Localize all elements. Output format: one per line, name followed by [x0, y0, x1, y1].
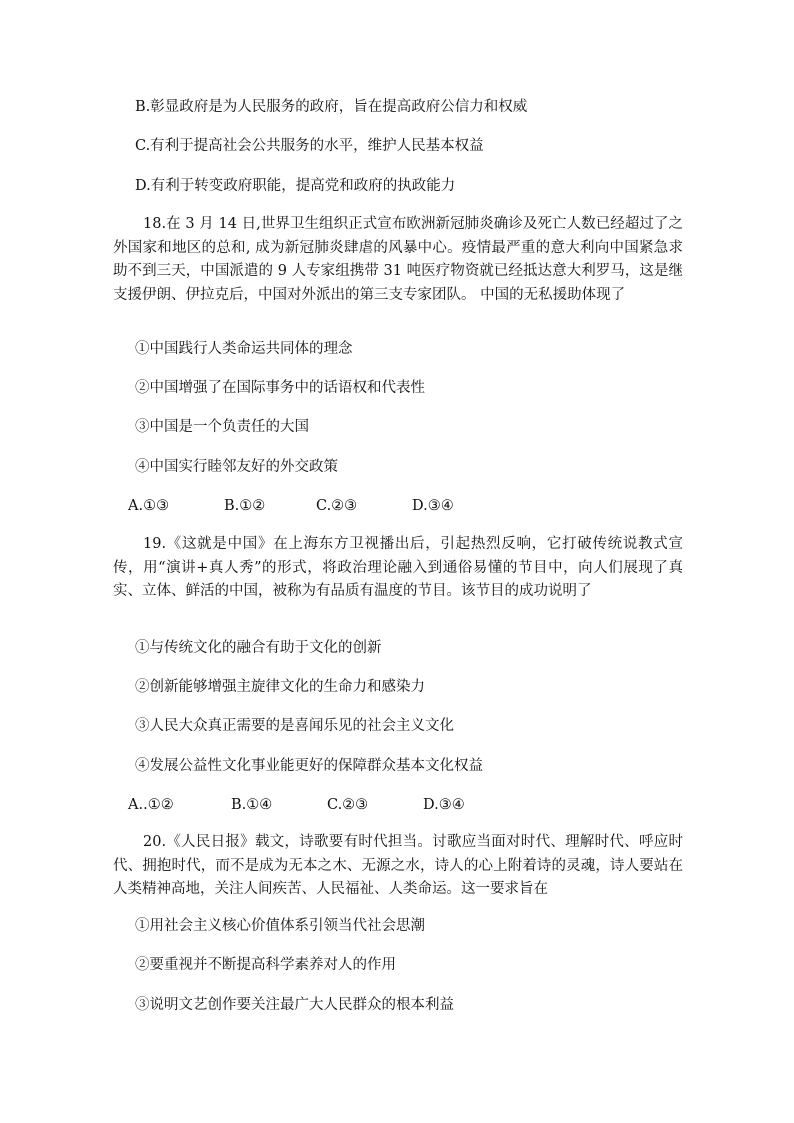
q18-choice-b: B.①② [224, 498, 266, 514]
q18-stem: 18.在 3 月 14 日,世界卫生组织正式宣布欧洲新冠肺炎确诊及死亡人数已经超过了之外国家和地区的总和, 成为新冠肺炎肆虐的风暴中心。疫情最严重的意大利向中国紧急求助不到三天，中国派遣的 9 人专家组携带 31 吨医疗物资就已经抵达意大利罗马，这是继支援伊朗、伊拉克后，中国对外派出的第三支专家团队。 中国的无私援助体现了 [113, 216, 683, 303]
q18-item-4: ④中国实行睦邻友好的外交政策 [135, 459, 338, 475]
q17-option-b: B.彰显政府是为人民服务的政府，旨在提高政府公信力和权威 [135, 99, 528, 115]
q18-item-1: ①中国践行人类命运共同体的理念 [135, 341, 353, 357]
q20-item-3: ③说明文艺创作要关注最广大人民群众的根本利益 [135, 997, 454, 1013]
q18-choices [128, 496, 454, 516]
q18-item-3: ③中国是一个负责任的大国 [135, 419, 309, 435]
q20-item-1: ①用社会主义核心价值体系引领当代社会思潮 [135, 918, 425, 934]
q19-choices [128, 795, 465, 815]
q18-choice-d: D.③④ [412, 498, 454, 514]
q19-item-1: ①与传统文化的融合有助于文化的创新 [135, 640, 382, 656]
q17-option-c: C.有利于提高社会公共服务的水平，维护人民基本权益 [135, 138, 484, 154]
q19-item-4: ④发展公益性文化事业能更好的保障群众基本文化权益 [135, 758, 483, 774]
q20-item-2: ②要重视并不断提高科学素养对人的作用 [135, 957, 396, 973]
q18-item-2: ②中国增强了在国际事务中的话语权和代表性 [135, 380, 425, 396]
q19-choice-d: D.③④ [423, 797, 465, 813]
q17-option-d: D.有利于转变政府职能，提高党和政府的执政能力 [135, 178, 456, 194]
q19-choice-a: A..①② [128, 797, 174, 813]
q19-item-2: ②创新能够增强主旋律文化的生命力和感染力 [135, 679, 425, 695]
q19-stem: 19.《这就是中国》在上海东方卫视播出后，引起热烈反响，它打破传统说教式宣传，用“演讲+真人秀”的形式，将政治理论融入到通俗易懂的节目中，向人们展现了真实、立体、鲜活的中国，被称为有品质有温度的节目。该节目的成功说明了 [113, 536, 683, 599]
q19-choice-c: C.②③ [327, 797, 369, 813]
q18-choice-c: C.②③ [316, 498, 358, 514]
q20-stem: 20.《人民日报》载文，诗歌要有时代担当。讨歌应当面对时代、理解时代、呼应时代、拥抱时代，而不是成为无本之木、无源之水，诗人的心上附着诗的灵魂，诗人要站在人类精神高地，关注人间疾苦、人民福祉、人类命运。这一要求旨在 [113, 834, 683, 897]
q19-choice-b: B.①④ [231, 797, 273, 813]
q19-item-3: ③人民大众真正需要的是喜闻乐见的社会主义文化 [135, 718, 454, 734]
q18-choice-a: A.①③ [128, 498, 170, 514]
